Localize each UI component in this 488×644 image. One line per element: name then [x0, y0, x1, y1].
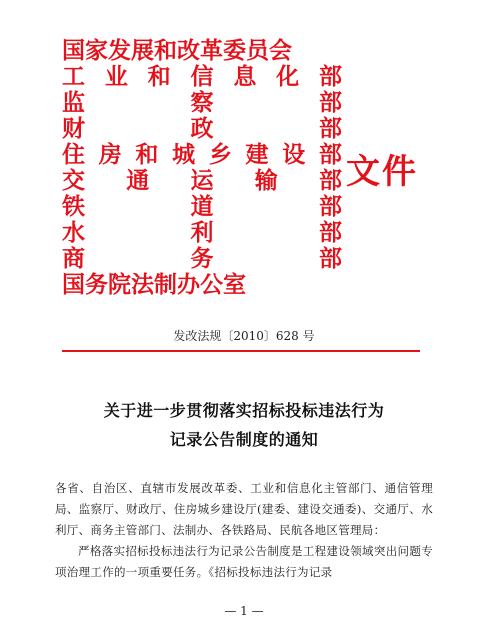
document-title-line-2: 记录公告制度的通知 [169, 430, 319, 449]
org-char: 工 [62, 63, 85, 90]
org-char: 国家发展和改革委员会 [62, 37, 292, 64]
org-char: 铁 [62, 193, 85, 220]
org-char: 乡 [208, 141, 232, 168]
org-char: 利 [190, 219, 214, 246]
org-char: 住 [62, 141, 85, 168]
org-char: 房 [98, 141, 122, 168]
org-char: 监 [62, 89, 85, 116]
org-char: 水 [62, 219, 85, 246]
addressee-paragraph: 各省、自治区、直辖市发展改革委、工业和信息化主管部门、通信管理局、监察厅、财政厅、住房城乡建设厅(建委、建设交通委)、交通厅、水利厅、商务主管部门、法制办、各铁路局、民航各地区管理局： [55, 481, 433, 537]
org-char: 部 [318, 63, 342, 90]
issuing-organizations [62, 38, 342, 298]
org-char: 财 [62, 115, 85, 142]
org-char: 业 [104, 63, 128, 90]
org-char: 化 [276, 63, 300, 90]
org-char: 道 [190, 193, 214, 220]
document-label: 文件 [346, 152, 418, 192]
org-char: 运 [190, 167, 214, 194]
org-char: 部 [319, 89, 342, 116]
document-body [55, 478, 433, 583]
org-char: 务 [190, 245, 214, 272]
org-char: 部 [319, 245, 342, 272]
org-line [62, 38, 342, 64]
org-char: 息 [233, 63, 257, 90]
org-char: 交 [62, 167, 85, 194]
org-char: 信 [190, 63, 214, 90]
org-line [62, 220, 342, 246]
document-title-line-1: 关于进一步贯彻落实招标投标违法行为 [103, 401, 385, 420]
org-char: 部 [318, 141, 342, 168]
org-line [62, 272, 342, 298]
org-char: 察 [190, 89, 214, 116]
org-line [62, 116, 342, 142]
body-paragraph: 严格落实招标投标违法行为记录公告制度是工程建设领域突出问题专项治理工作的一项重要任务。《招标投标违法行为记录 [55, 544, 433, 579]
org-char: 输 [254, 167, 278, 194]
org-char: 部 [319, 193, 342, 220]
org-line [62, 64, 342, 90]
org-line [62, 194, 342, 220]
org-char: 部 [319, 219, 342, 246]
org-line [62, 168, 342, 194]
org-char: 政 [190, 115, 214, 142]
org-char: 商 [62, 245, 85, 272]
org-char: 和 [147, 63, 171, 90]
org-line [62, 142, 342, 168]
org-char: 通 [126, 167, 150, 194]
org-line [62, 90, 342, 116]
org-char: 和 [135, 141, 159, 168]
org-line [62, 246, 342, 272]
org-char: 部 [319, 167, 342, 194]
org-char: 设 [282, 141, 306, 168]
document-number: 发改法规〔2010〕628 号 [173, 329, 315, 343]
org-char: 城 [172, 141, 196, 168]
red-divider [62, 350, 420, 352]
org-char: 部 [319, 115, 342, 142]
page-number: — 1 — [224, 604, 264, 618]
org-char: 建 [245, 141, 269, 168]
org-char: 国务院法制办公室 [62, 271, 246, 298]
